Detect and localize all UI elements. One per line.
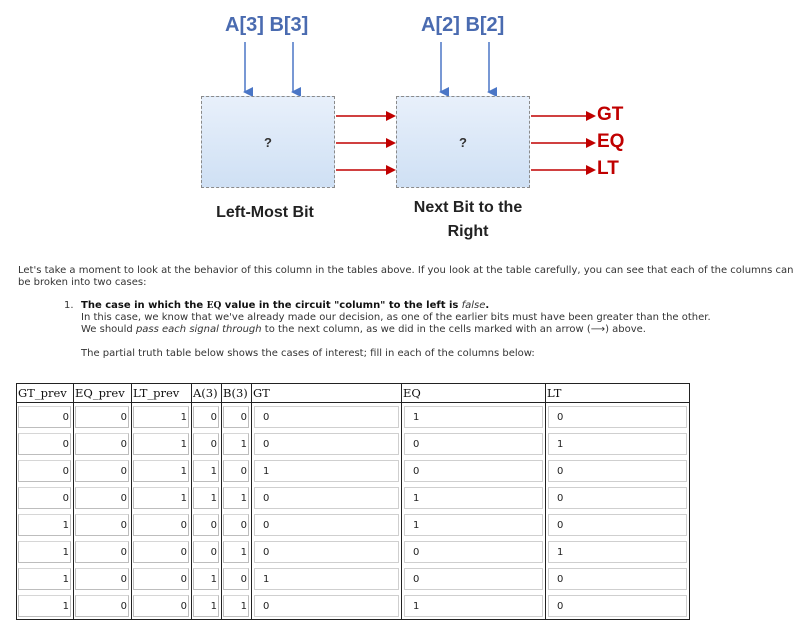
input-cell-b xyxy=(222,403,252,431)
input-cell-a xyxy=(192,484,222,511)
gt-answer-field[interactable]: 0 xyxy=(254,406,399,428)
eq-answer-field[interactable]: 0 xyxy=(404,433,543,455)
lt-answer-field[interactable]: 0 xyxy=(548,460,687,482)
input-cell-eq-prev xyxy=(74,430,132,457)
comparator-diagram xyxy=(0,0,807,250)
cell-value: 1 xyxy=(18,541,71,563)
output-cell-eq xyxy=(402,430,546,457)
heading-prefix: The case in which the xyxy=(81,300,204,311)
input-cell-eq-prev xyxy=(74,484,132,511)
left-block-caption: Left-Most Bit xyxy=(216,204,314,221)
output-cell-lt xyxy=(546,430,690,457)
cell-value: 1 xyxy=(223,433,249,455)
lt-answer-field[interactable]: 1 xyxy=(548,541,687,563)
input-cell-eq-prev xyxy=(74,565,132,592)
cell-value: 1 xyxy=(18,514,71,536)
output-cell-eq xyxy=(402,538,546,565)
heading-eq-term: EQ xyxy=(206,301,222,311)
eq-answer-field[interactable]: 0 xyxy=(404,460,543,482)
cell-value: 0 xyxy=(75,433,129,455)
output-cell-gt xyxy=(252,430,402,457)
header-lt: LT xyxy=(546,384,690,403)
input-cell-lt-prev xyxy=(132,430,192,457)
line2-italic: pass each signal through xyxy=(135,324,262,335)
output-cell-eq xyxy=(402,403,546,431)
cell-value: 0 xyxy=(75,514,129,536)
table-row xyxy=(17,457,690,484)
cell-value: 1 xyxy=(133,406,189,428)
cell-value: 0 xyxy=(75,487,129,509)
case-number: 1. xyxy=(64,300,74,311)
input-cell-lt-prev xyxy=(132,592,192,620)
header-gt-prev: GT_prev xyxy=(17,384,74,403)
header-b3: B(3) xyxy=(222,384,252,403)
table-row xyxy=(17,484,690,511)
eq-answer-field[interactable]: 1 xyxy=(404,487,543,509)
cell-value: 0 xyxy=(193,514,219,536)
output-cell-eq xyxy=(402,592,546,620)
input-cell-gt-prev xyxy=(17,430,74,457)
gt-answer-field[interactable]: 0 xyxy=(254,541,399,563)
lt-answer-field[interactable]: 1 xyxy=(548,433,687,455)
cell-value: 0 xyxy=(75,595,129,617)
cell-value: 1 xyxy=(223,595,249,617)
table-row xyxy=(17,430,690,457)
output-cell-lt xyxy=(546,538,690,565)
truth-table-body xyxy=(17,403,690,620)
cell-value: 0 xyxy=(133,595,189,617)
input-cell-lt-prev xyxy=(132,403,192,431)
input-cell-gt-prev xyxy=(17,484,74,511)
cell-value: 0 xyxy=(193,433,219,455)
table-row xyxy=(17,403,690,431)
header-a3: A(3) xyxy=(192,384,222,403)
input-cell-a xyxy=(192,457,222,484)
output-cell-lt xyxy=(546,457,690,484)
output-cell-eq xyxy=(402,457,546,484)
cell-value: 0 xyxy=(193,541,219,563)
cell-value: 1 xyxy=(223,487,249,509)
gt-answer-field[interactable]: 0 xyxy=(254,595,399,617)
output-cell-eq xyxy=(402,484,546,511)
input-cell-b xyxy=(222,538,252,565)
heading-false-term: false xyxy=(461,300,486,311)
output-cell-gt xyxy=(252,565,402,592)
output-cell-gt xyxy=(252,538,402,565)
cell-value: 0 xyxy=(223,568,249,590)
input-cell-lt-prev xyxy=(132,457,192,484)
case-1-line-1: In this case, we know that we've already made our decision, as one of the earlier bits must have been greater than the other. xyxy=(81,312,711,323)
output-cell-gt xyxy=(252,484,402,511)
eq-answer-field[interactable]: 0 xyxy=(404,541,543,563)
case-1-heading xyxy=(81,300,781,312)
right-block-label: ? xyxy=(459,134,467,150)
table-row xyxy=(17,511,690,538)
left-block-label: ? xyxy=(264,134,272,150)
case-1 xyxy=(81,300,781,360)
header-gt: GT xyxy=(252,384,402,403)
truth-table xyxy=(16,383,690,620)
case-1-line-2 xyxy=(81,324,781,336)
input-cell-b xyxy=(222,592,252,620)
lt-answer-field[interactable]: 0 xyxy=(548,487,687,509)
input-cell-a xyxy=(192,538,222,565)
header-lt-prev: LT_prev xyxy=(132,384,192,403)
output-cell-lt xyxy=(546,403,690,431)
gt-answer-field[interactable]: 0 xyxy=(254,433,399,455)
input-label-b3: B[3] xyxy=(269,14,309,36)
eq-answer-field[interactable]: 1 xyxy=(404,406,543,428)
gt-answer-field[interactable]: 1 xyxy=(254,568,399,590)
intro-paragraph: Let's take a moment to look at the behavior of this column in the tables above. If you look at the table carefully, you can see that each of the columns can be broken into two cases: xyxy=(18,265,794,288)
heading-end: . xyxy=(485,300,490,311)
gt-answer-field[interactable]: 0 xyxy=(254,487,399,509)
right-bit-block xyxy=(396,96,530,188)
eq-answer-field[interactable]: 1 xyxy=(404,514,543,536)
cell-value: 1 xyxy=(193,595,219,617)
output-cell-gt xyxy=(252,511,402,538)
input-cell-eq-prev xyxy=(74,592,132,620)
table-row xyxy=(17,565,690,592)
input-cell-a xyxy=(192,403,222,431)
input-cell-a xyxy=(192,511,222,538)
input-cell-gt-prev xyxy=(17,565,74,592)
input-cell-gt-prev xyxy=(17,403,74,431)
output-label-eq: EQ xyxy=(597,131,625,152)
gt-answer-field[interactable]: 0 xyxy=(254,514,399,536)
input-label-a3: A[3] xyxy=(225,14,264,36)
cell-value: 0 xyxy=(18,460,71,482)
output-cell-eq xyxy=(402,511,546,538)
input-cell-lt-prev xyxy=(132,565,192,592)
cell-value: 0 xyxy=(223,406,249,428)
input-cell-b xyxy=(222,565,252,592)
table-row xyxy=(17,538,690,565)
eq-answer-field[interactable]: 1 xyxy=(404,595,543,617)
left-bit-block xyxy=(201,96,335,188)
output-cell-lt xyxy=(546,484,690,511)
lt-answer-field[interactable]: 0 xyxy=(548,514,687,536)
input-cell-eq-prev xyxy=(74,511,132,538)
cell-value: 0 xyxy=(75,460,129,482)
table-header-row xyxy=(17,384,690,403)
right-block-caption: Next Bit to the Right xyxy=(413,199,523,240)
output-cell-gt xyxy=(252,457,402,484)
cell-value: 0 xyxy=(75,406,129,428)
lt-answer-field[interactable]: 0 xyxy=(548,595,687,617)
input-label-a2: A[2] xyxy=(421,14,460,36)
table-row xyxy=(17,592,690,620)
input-label-b2: B[2] xyxy=(465,14,505,36)
arrow-icon: ⟶ xyxy=(590,324,606,335)
input-cell-eq-prev xyxy=(74,457,132,484)
input-cell-lt-prev xyxy=(132,511,192,538)
cell-value: 0 xyxy=(223,514,249,536)
eq-answer-field[interactable]: 0 xyxy=(404,568,543,590)
line2-end: ) above. xyxy=(605,324,646,335)
cell-value: 0 xyxy=(133,541,189,563)
right-block-inputs xyxy=(421,14,504,37)
cell-value: 1 xyxy=(133,487,189,509)
input-cell-lt-prev xyxy=(132,484,192,511)
lt-answer-field[interactable]: 0 xyxy=(548,406,687,428)
cell-value: 1 xyxy=(193,487,219,509)
input-cell-eq-prev xyxy=(74,538,132,565)
cell-value: 1 xyxy=(133,433,189,455)
output-cell-gt xyxy=(252,592,402,620)
cell-value: 1 xyxy=(223,541,249,563)
left-block-inputs xyxy=(225,14,308,37)
gt-answer-field[interactable]: 1 xyxy=(254,460,399,482)
heading-mid: value in the circuit "column" to the left is xyxy=(224,300,459,311)
cell-value: 0 xyxy=(133,568,189,590)
input-cell-a xyxy=(192,430,222,457)
line2-prefix: We should xyxy=(81,324,133,335)
cell-value: 0 xyxy=(18,433,71,455)
input-cell-eq-prev xyxy=(74,403,132,431)
header-eq: EQ xyxy=(402,384,546,403)
input-cell-a xyxy=(192,592,222,620)
cell-value: 1 xyxy=(193,568,219,590)
input-cell-b xyxy=(222,511,252,538)
cell-value: 0 xyxy=(75,568,129,590)
cell-value: 1 xyxy=(18,568,71,590)
cell-value: 1 xyxy=(193,460,219,482)
cell-value: 0 xyxy=(18,406,71,428)
output-cell-lt xyxy=(546,592,690,620)
input-cell-gt-prev xyxy=(17,538,74,565)
output-cell-gt xyxy=(252,403,402,431)
header-eq-prev: EQ_prev xyxy=(74,384,132,403)
cell-value: 0 xyxy=(75,541,129,563)
input-cell-b xyxy=(222,457,252,484)
lt-answer-field[interactable]: 0 xyxy=(548,568,687,590)
cell-value: 1 xyxy=(133,460,189,482)
input-cell-gt-prev xyxy=(17,592,74,620)
table-instructions: The partial truth table below shows the cases of interest; fill in each of the columns below: xyxy=(81,348,535,359)
cell-value: 0 xyxy=(193,406,219,428)
output-cell-lt xyxy=(546,511,690,538)
output-cell-lt xyxy=(546,565,690,592)
input-cell-b xyxy=(222,430,252,457)
line2-mid: to the next column, as we did in the cells marked with an arrow ( xyxy=(264,324,591,335)
cell-value: 0 xyxy=(18,487,71,509)
output-cell-eq xyxy=(402,565,546,592)
output-label-gt: GT xyxy=(597,104,624,125)
input-cell-gt-prev xyxy=(17,457,74,484)
input-cell-lt-prev xyxy=(132,538,192,565)
cell-value: 0 xyxy=(223,460,249,482)
output-label-lt: LT xyxy=(597,158,619,179)
input-cell-b xyxy=(222,484,252,511)
cell-value: 0 xyxy=(133,514,189,536)
input-cell-a xyxy=(192,565,222,592)
cell-value: 1 xyxy=(18,595,71,617)
input-cell-gt-prev xyxy=(17,511,74,538)
